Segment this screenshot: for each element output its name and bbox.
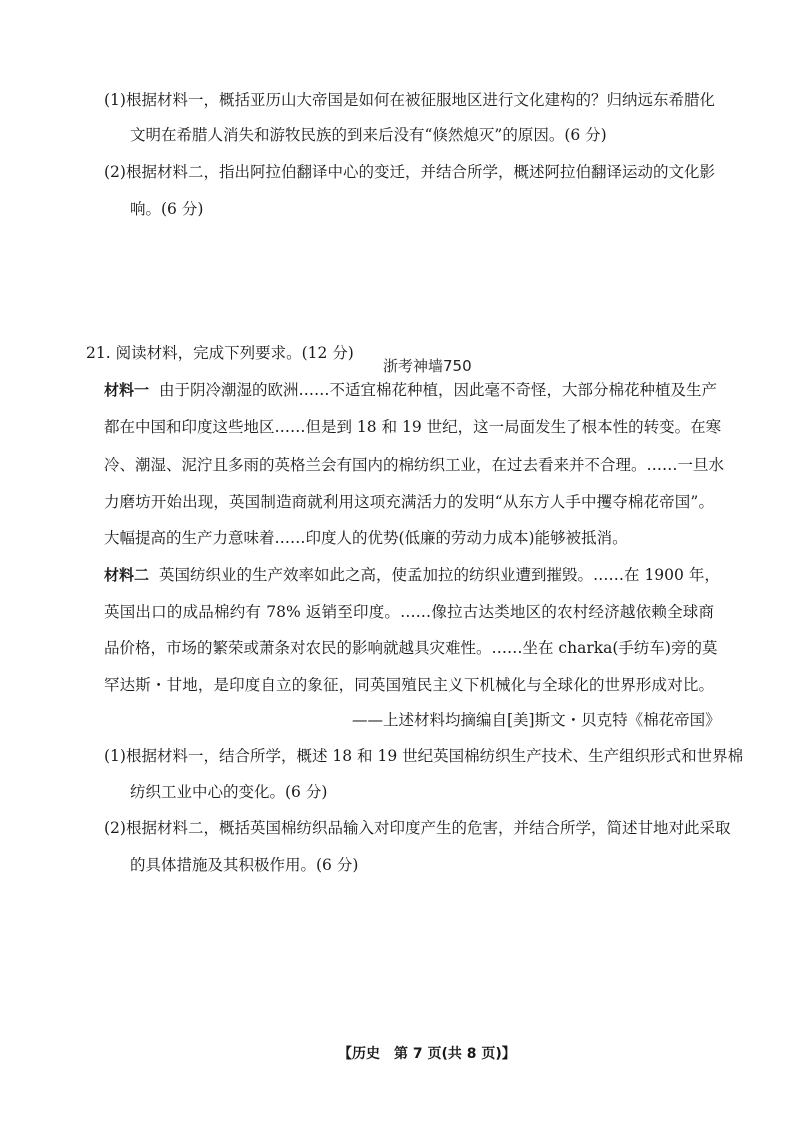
material1-label: 材料一 [104, 381, 150, 399]
material1-line1: 材料一 由于阴冷潮湿的欧洲……不适宜棉花种植，因此毫不奇怪，大部分棉花种植及生产 [104, 381, 718, 399]
source-citation: ——上述材料均摘编自[美]斯文・贝克特《棉花帝国》 [352, 711, 721, 729]
q20-sub2-line2: 响。(6 分) [130, 200, 204, 218]
material1-line4: 力磨坊开始出现，英国制造商就利用这项充满活力的发明“从东方人手中攫夺棉花帝国”。 [104, 493, 714, 511]
q21-sub1-line1: (1)根据材料一，结合所学，概述 18 和 19 世纪英国棉纺织生产技术、生产组织形式和世界棉 [104, 747, 744, 765]
material2-line2: 英国出口的成品棉约有 78% 返销至印度。……像拉古达类地区的农村经济越依赖全球商 [104, 603, 714, 621]
q21-sub2-line1: (2)根据材料二，概括英国棉纺织品输入对印度产生的危害，并结合所学，简述甘地对此采取 [104, 819, 731, 837]
watermark-text: 浙考神墙750 [383, 357, 472, 375]
q20-sub1-line2: 文明在希腊人消失和游牧民族的到来后没有“倏然熄灭”的原因。(6 分) [130, 126, 607, 144]
q21-sub2-line2: 的具体措施及其积极作用。(6 分) [130, 856, 359, 874]
material1-line5: 大幅提高的生产力意味着……印度人的优势(低廉的劳动力成本)能够被抵消。 [104, 529, 628, 547]
q20-sub1-line1: (1)根据材料一，概括亚历山大帝国是如何在被征服地区进行文化建构的？归纳远东希腊化 [104, 91, 715, 109]
q21-heading: 21. 阅读材料，完成下列要求。(12 分) [86, 344, 354, 362]
q21-sub1-line2: 纺织工业中心的变化。(6 分) [130, 783, 328, 801]
material2-line3: 品价格，市场的繁荣或萧条对农民的影响就越具灾难性。……坐在 charka(手纺车)旁的莫 [104, 639, 718, 657]
material1-line2: 都在中国和印度这些地区……但是到 18 和 19 世纪，这一局面发生了根本性的转变。在寒 [104, 418, 722, 436]
material2-line4: 罕达斯・甘地，是印度自立的象征，同英国殖民主义下机械化与全球化的世界形成对比。 [104, 676, 714, 694]
page-footer: 【历史 第 7 页(共 8 页)】 [338, 1046, 516, 1062]
material1-line3: 冷、潮湿、泥泞且多雨的英格兰会有国内的棉纺织工业，在过去看来并不合理。……一旦水 [104, 456, 725, 474]
material2-line1: 材料二 英国纺织业的生产效率如此之高，使孟加拉的纺织业遭到摧毁。……在 1900 年， [104, 566, 720, 584]
q20-sub2-line1: (2)根据材料二，指出阿拉伯翻译中心的变迁，并结合所学，概述阿拉伯翻译运动的文化影 [104, 163, 715, 181]
material2-label: 材料二 [104, 566, 150, 584]
